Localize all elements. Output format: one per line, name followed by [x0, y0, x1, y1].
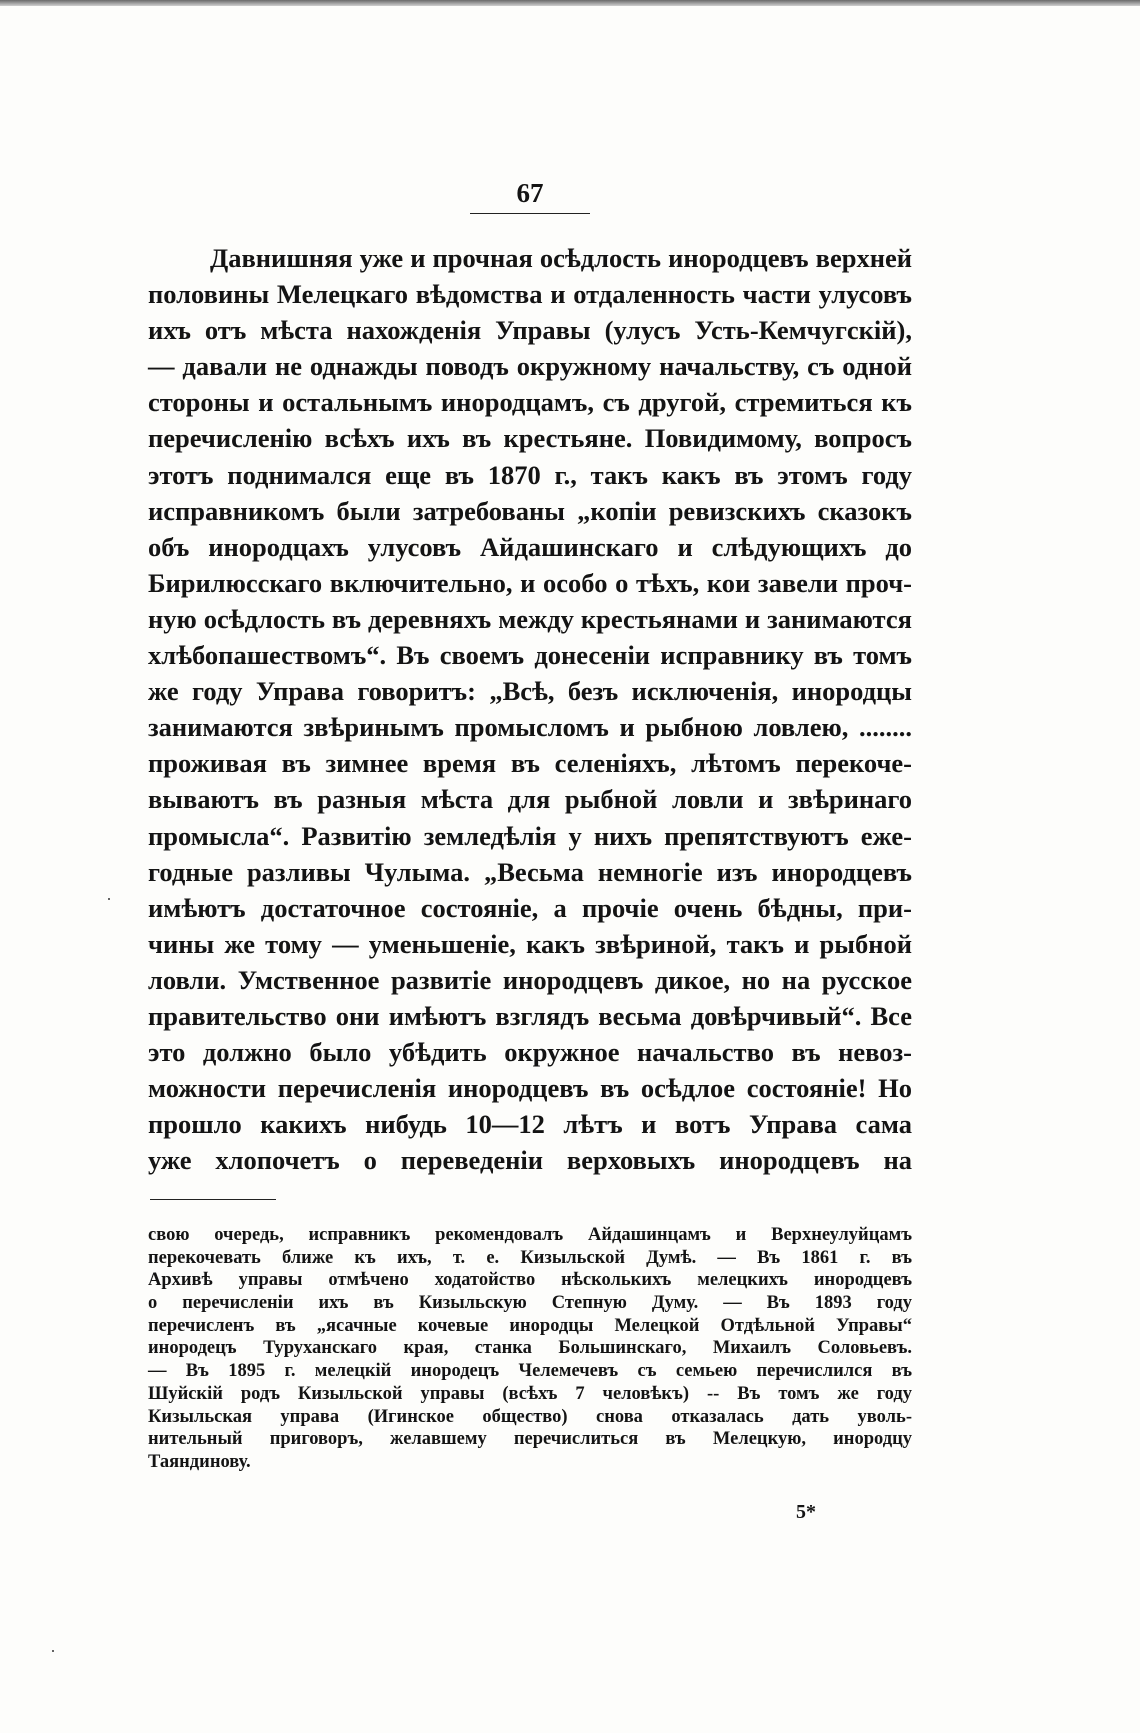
text-line: можности перечисленія инородцевъ въ осѣдлое состояніе! Но — [148, 1073, 912, 1104]
text-line: проживая въ зимнее время въ селеніяхъ, лѣтомъ перекоче- — [148, 748, 912, 779]
text-line: ловли. Умственное развитіе инородцевъ дикое, но на русское — [148, 964, 912, 995]
text-line: объ инородцахъ улусовъ Айдашинскаго и слѣдующихъ до — [148, 531, 912, 562]
page-number-rule — [470, 213, 590, 214]
main-text — [148, 240, 912, 1178]
text-line: перечисленію всѣхъ ихъ въ крестьяне. Повидимому, вопросъ — [148, 423, 912, 454]
text-line: вываютъ въ разныя мѣста для рыбной ловли и звѣринаго — [148, 784, 912, 815]
text-line: стороны и остальнымъ инородцамъ, съ другой, стремиться къ — [148, 387, 912, 418]
text-line: прошло какихъ нибудь 10—12 лѣтъ и вотъ Управа сама — [148, 1109, 912, 1140]
footnote — [148, 1224, 912, 1474]
footnote-line: — Въ 1895 г. мелецкій инородецъ Челемечевъ съ семьею перечислился въ — [148, 1361, 912, 1382]
text-line: ную осѣдлость въ деревняхъ между крестьянами и занимаются — [148, 603, 912, 634]
printer-signature-mark: 5* — [796, 1501, 816, 1523]
scan-speck — [108, 898, 110, 900]
text-line: ихъ отъ мѣста нахожденія Управы (улусъ Усть-Кемчугскій), — [148, 315, 912, 346]
text-line: — давали не однажды поводъ окружному начальству, съ одной — [148, 351, 912, 382]
footnote-line: о перечисленіи ихъ въ Кизыльскую Степную Думу. — Въ 1893 году — [148, 1293, 912, 1314]
scan-top-edge — [0, 0, 1140, 6]
footnote-line: перечисленъ въ „ясачные кочевые инородцы Мелецкой Отдѣльной Управы“ — [148, 1315, 912, 1336]
text-line: же году Управа говоритъ: „Всѣ, безъ исключенія, инородцы — [148, 676, 912, 707]
footnote-line: нительный приговоръ, желавшему перечислиться въ Мелецкую, инородцу — [148, 1429, 912, 1450]
footnote-separator — [150, 1199, 276, 1200]
text-line: хлѣбопашествомъ“. Въ своемъ донесеніи исправнику въ томъ — [148, 640, 912, 671]
text-line: занимаются звѣринымъ промысломъ и рыбною ловлею, ........ — [148, 712, 912, 743]
text-line: Бирилюсскаго включительно, и особо о тѣхъ, кои завели проч- — [148, 567, 912, 598]
text-line: имѣютъ достаточное состояніе, а прочіе очень бѣдны, при- — [148, 892, 912, 923]
footnote-line: инородецъ Туруханскаго края, станка Большинскаго, Михаилъ Соловьевъ. — [148, 1338, 912, 1359]
footnote-line: Кизыльская управа (Игинское общество) снова отказалась дать уволь- — [148, 1406, 912, 1427]
text-line: исправникомъ были затребованы „копіи ревизскихъ сказокъ — [148, 495, 912, 526]
footnote-line: Таяндинову. — [148, 1451, 251, 1472]
text-line: годные разливы Чулыма. „Весьма немногіе изъ инородцевъ — [148, 856, 912, 887]
scan-speck — [52, 1650, 54, 1652]
text-line: половины Мелецкаго вѣдомства и отдаленность части улусовъ — [148, 279, 912, 310]
page-number: 67 — [516, 178, 544, 208]
text-line: правительство они имѣютъ взглядъ весьма довѣрчивый“. Все — [148, 1000, 912, 1031]
text-line: промысла“. Развитію земледѣлія у нихъ препятствуютъ еже- — [148, 820, 912, 851]
text-line: это должно было убѣдить окружное начальство въ невоз- — [148, 1037, 912, 1068]
footnote-line: Архивѣ управы отмѣчено ходатойство нѣсколькихъ мелецкихъ инородцевъ — [148, 1270, 912, 1291]
text-line: уже хлопочетъ о переведеніи верховыхъ инородцевъ на — [148, 1145, 912, 1176]
footnote-line: перекочевать ближе къ ихъ, т. е. Кизыльской Думѣ. — Въ 1861 г. въ — [148, 1247, 912, 1268]
footnote-line: свою очередь, исправникъ рекомендовалъ Айдашинцамъ и Верхнеулуйцамъ — [148, 1225, 912, 1245]
text-line: чины же тому — уменьшеніе, какъ звѣриной, такъ и рыбной — [148, 928, 912, 959]
footnote-line: Шуйскій родъ Кизыльской управы (всѣхъ 7 человѣкъ) -- Въ томъ же году — [148, 1383, 912, 1404]
text-line: этотъ поднимался еще въ 1870 г., такъ какъ въ этомъ году — [148, 459, 912, 490]
text-line: Давнишняя уже и прочная осѣдлость инородцевъ верхней — [210, 243, 912, 273]
